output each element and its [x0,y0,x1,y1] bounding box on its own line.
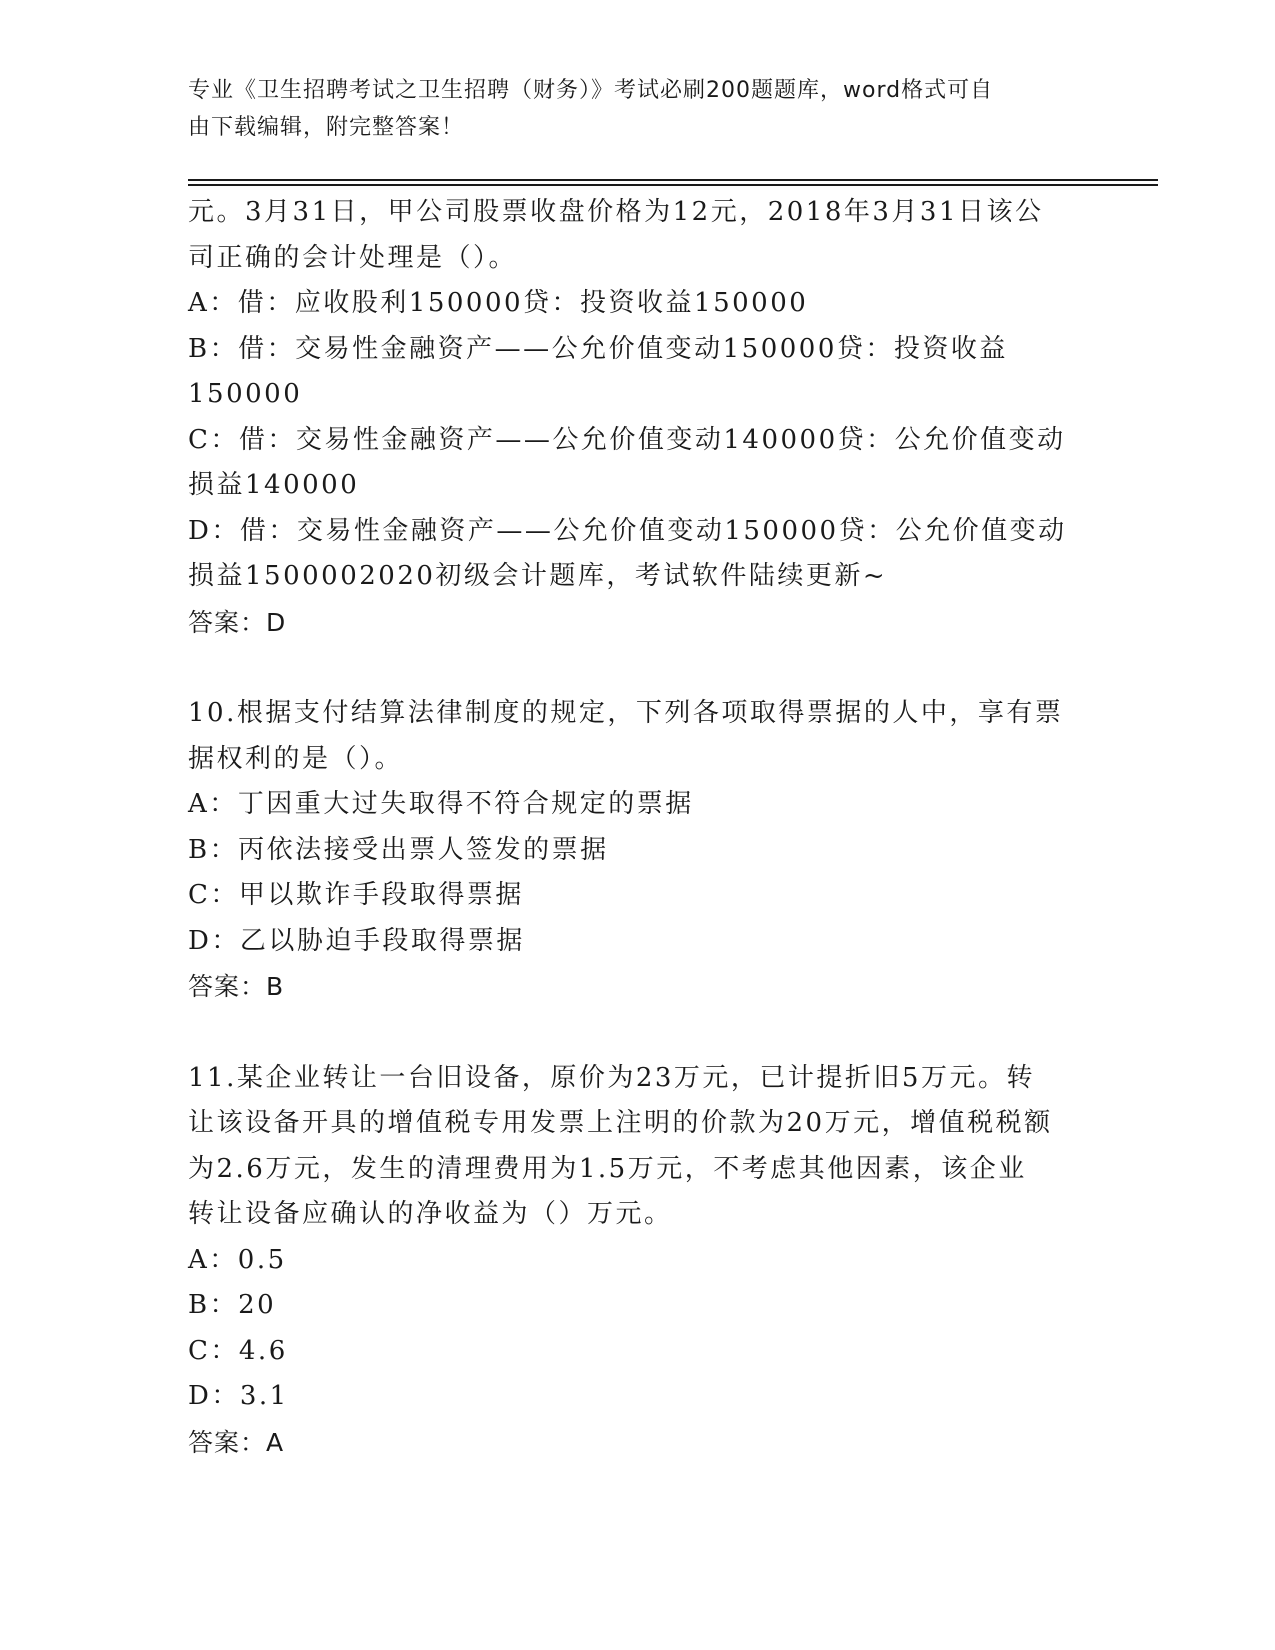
question-11-stem-2: 让该设备开具的增值税专用发票上注明的价款为20万元，增值税税额 [188,1108,1053,1138]
question-9-option-b-cont: 150000 [188,379,303,409]
question-10-option-c: C：甲以欺诈手段取得票据 [188,880,524,910]
document-body [188,190,1088,1465]
question-11 [188,1056,1088,1466]
question-9-option-d-cont: 损益1500002020初级会计题库，考试软件陆续更新~ [188,561,888,591]
question-10-answer: 答案：B [188,972,285,1001]
question-9-answer: 答案：D [188,607,287,637]
question-11-option-a: A：0.5 [188,1244,287,1275]
question-11-stem-3: 为2.6万元，发生的清理费用为1.5万元，不考虑其他因素，该企业 [188,1153,1027,1184]
question-11-answer: 答案：A [188,1427,285,1457]
question-10-stem-2: 据权利的是（）。 [188,743,404,774]
question-9-option-b: B：借：交易性金融资产——公允价值变动150000贷：投资收益 [188,333,1008,364]
spacer [188,1010,1088,1056]
question-11-option-d: D：3.1 [188,1381,289,1411]
question-11-stem-1: 11.某企业转让一台旧设备，原价为23万元，已计提折旧5万元。转 [188,1062,1035,1093]
spacer [188,645,1088,691]
header-divider-top [188,179,1158,181]
question-11-option-c: C：4.6 [188,1335,288,1366]
question-10 [188,691,1088,1010]
header-line-1: 专业《卫生招聘考试之卫生招聘（财务）》考试必刷200题题库，word格式可自 [188,78,994,103]
question-9-option-d: D：借：交易性金融资产——公允价值变动150000贷：公允价值变动 [188,515,1067,546]
header-divider-bottom [188,184,1158,186]
question-10-stem-1: 10.根据支付结算法律制度的规定，下列各项取得票据的人中，享有票 [188,698,1064,728]
question-10-option-d: D：乙以胁迫手段取得票据 [188,925,525,956]
question-11-option-b: B：20 [188,1290,277,1320]
question-9-option-a: A：借：应收股利150000贷：投资收益150000 [188,288,809,318]
document-header [188,72,1068,146]
question-9-stem-1: 元。3月31日，甲公司股票收盘价格为12元，2018年3月31日该公 [188,197,1044,227]
question-9-option-c: C：借：交易性金融资产——公允价值变动140000贷：公允价值变动 [188,424,1066,455]
question-9-stem-2: 司正确的会计处理是（）。 [188,242,518,273]
header-line-2: 由下载编辑，附完整答案！ [188,115,465,140]
question-9 [188,190,1088,645]
question-10-option-b: B：丙依法接受出票人签发的票据 [188,834,609,865]
question-9-option-c-cont: 损益140000 [188,470,360,500]
question-10-option-a: A：丁因重大过失取得不符合规定的票据 [188,789,694,819]
question-11-stem-4: 转让设备应确认的净收益为（）万元。 [188,1199,673,1229]
